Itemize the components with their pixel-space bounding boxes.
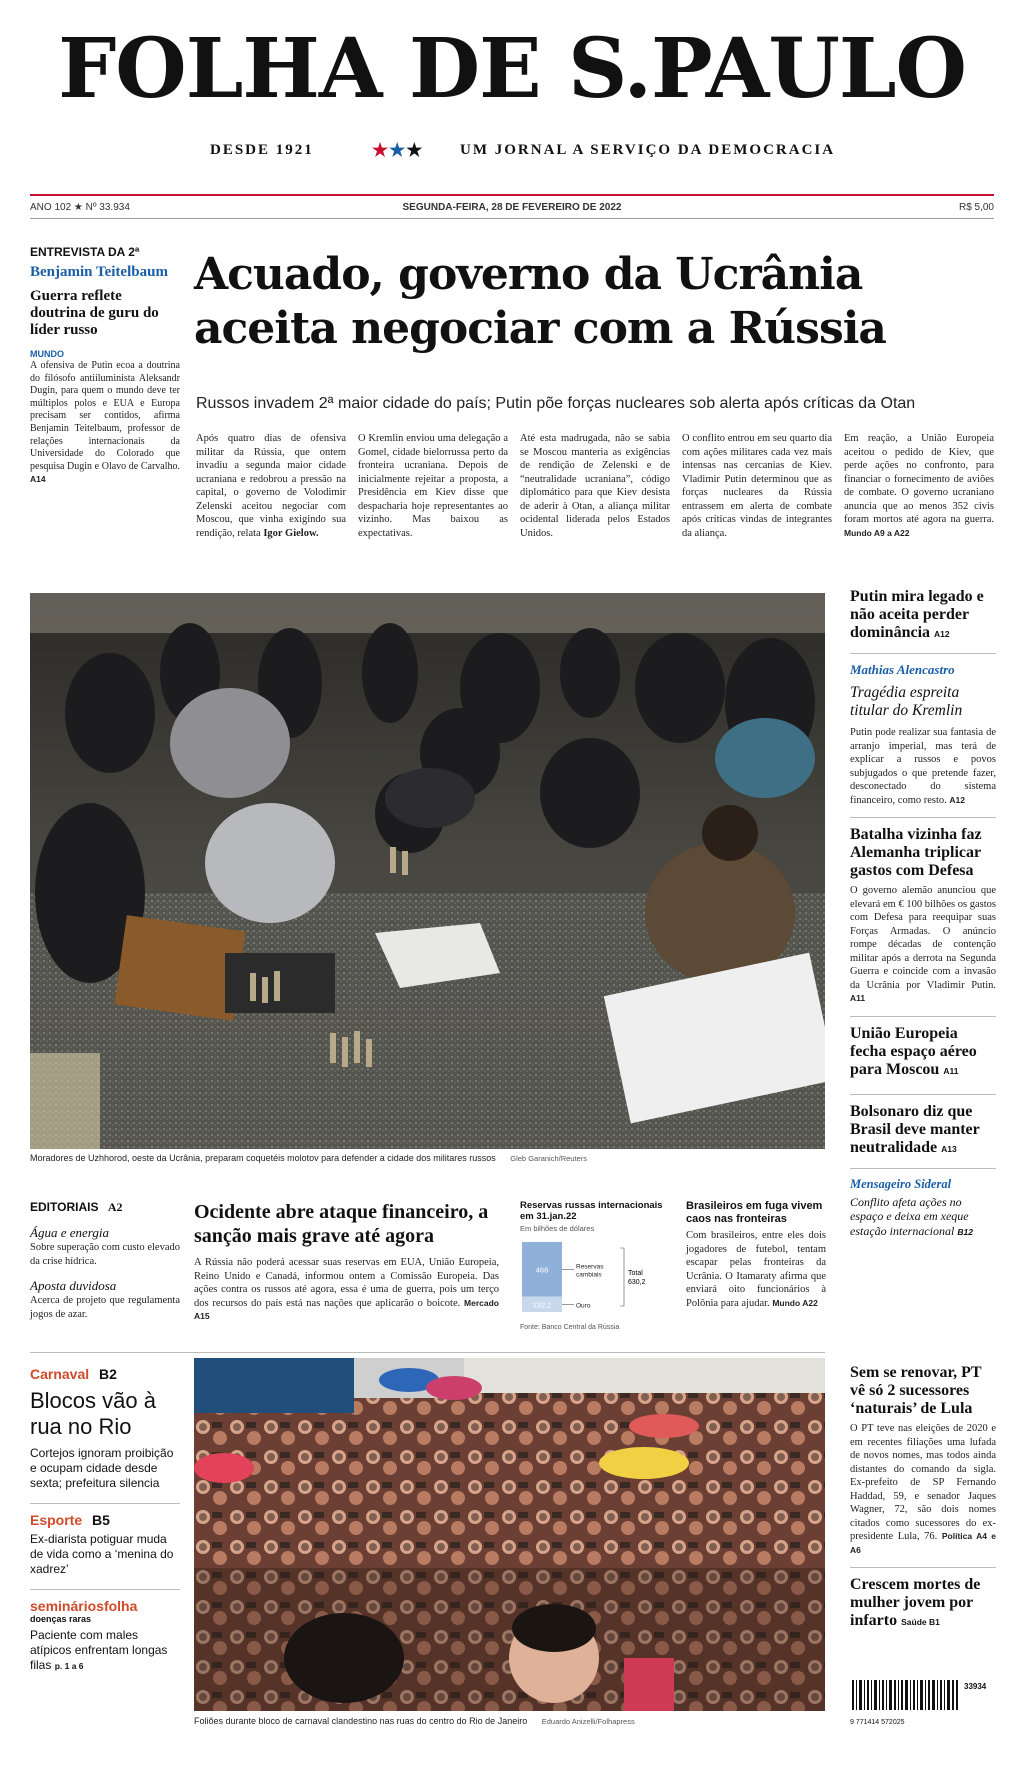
- lead-headline[interactable]: Acuado, governo da Ucrânia aceita negociar com a Rússia: [194, 249, 886, 354]
- divider: [850, 1016, 996, 1017]
- column-title[interactable]: Tragédia espreita titular do Kremlin: [850, 684, 963, 719]
- chart-subtitle: Em bilhões de dólares: [520, 1224, 595, 1233]
- infarto-headline[interactable]: Crescem mortes de mulher jovem por infarto Saúde B1: [850, 1576, 981, 1629]
- editorial-2-title[interactable]: Aposta duvidosa: [30, 1278, 117, 1293]
- right-column: [850, 588, 996, 1239]
- germany-body: O governo alemão anunciou que elevará em € 100 bilhões os gastos com Defesa para reequipar suas Forças Armadas. O anúncio rompe décadas de contenção militar após a derrota na Segunda Guerra e coincide com a invasão da Ucrânia por Vladimir Putin. A11: [850, 885, 996, 1003]
- interview-box: [30, 245, 180, 487]
- column-body: Putin pode realizar sua fantasia de arranjo imperial, mas terá de explicar a russos e povos subjugados o que pretende fazer, desconectado do sistema financeiro, como resto. A12: [850, 727, 996, 806]
- photo1-credit: Gleb Garanich/Reuters: [510, 1154, 587, 1163]
- editorials: [30, 1200, 180, 1321]
- divider: [30, 1503, 180, 1504]
- masthead-tagline: [30, 140, 994, 162]
- section-divider: [30, 1352, 825, 1353]
- since-label: DESDE 1921: [210, 142, 314, 158]
- masthead-title: FOLHA DE S.PAULO: [58, 21, 966, 117]
- pt-headline[interactable]: Sem se renovar, PT vê só 2 sucessores ‘naturais’ de Lula: [850, 1364, 982, 1417]
- lead-col-3: Até esta madrugada, não se sabia se Moscou manteria as exigências de rendição de Zelenski e de “neutralidade ucraniana”, código diplomático para que Kiev desista de aderir à Otan, a aliança militar ocidental liderada pelos Estados Unidos.: [520, 433, 670, 539]
- left-bottom: [30, 1366, 180, 1674]
- editorial-1-body: Sobre superação com custo elevado da crise hídrica.: [30, 1242, 180, 1267]
- eu-airspace-headline[interactable]: União Europeia fecha espaço aéreo para Moscou A11: [850, 1024, 977, 1078]
- lead-subhead: Russos invadem 2ª maior cidade do país; Putin põe forças nucleares sob alerta após críticas da Otan: [196, 395, 916, 412]
- divider: [30, 1589, 180, 1590]
- editorials-kicker: EDITORIAIS A2: [30, 1200, 123, 1214]
- divider: [850, 817, 996, 818]
- bar-value-label: 468: [535, 1265, 549, 1275]
- total-value: 630,2: [628, 1279, 646, 1286]
- interview-headline[interactable]: Guerra reflete doutrina de guru do líder russo: [30, 288, 159, 338]
- photo1-caption: [30, 1153, 825, 1163]
- motto: UM JORNAL A SERVIÇO DA DEMOCRACIA: [460, 142, 836, 158]
- columnist-name[interactable]: Mathias Alencastro: [850, 662, 955, 677]
- seminarios-body[interactable]: Paciente com males atípicos enfrentam longas filas p. 1 a 6: [30, 1628, 168, 1672]
- esporte-kicker: Esporte B5: [30, 1512, 110, 1528]
- divider: [850, 653, 996, 654]
- germany-headline[interactable]: Batalha vizinha faz Alemanha triplicar gastos com Defesa: [850, 826, 982, 879]
- refugees-headline[interactable]: Brasileiros em fuga vivem caos nas fronteiras: [686, 1200, 823, 1225]
- masthead-rule: [30, 194, 994, 196]
- molotov-photo-image: [30, 593, 825, 1149]
- lead-col-5: Em reação, a União Europeia aceitou o pedido de Kiev, que perde ações no confronto, para financiar o fornecimento de aviões de combate. O governo ucraniano anuncia que ao menos 352 civis foram mortos até agora na guerra. Mundo A9 a A22: [844, 433, 994, 538]
- putin-headline[interactable]: Putin mira legado e não aceita perder dominância A12: [850, 588, 984, 641]
- dateline-rule: [30, 218, 994, 219]
- photo2-caption: [194, 1716, 825, 1726]
- carnaval-kicker: Carnaval B2: [30, 1366, 117, 1382]
- interview-body: A ofensiva de Putin ecoa a doutrina do filósofo antiiluminista Aleksandr Dugin, para quem o mundo deve ter múltiplos polos e EUA e Europa precisam ser contidos, afirma Benjamin Teitelbaum, professor de relações internacionais da Universidade do Colorado que pesquisa Dugin e Olavo de Carvalho. A14: [30, 360, 180, 485]
- esporte-body[interactable]: Ex-diarista potiguar muda de vida como a ‘menina do xadrez’: [30, 1532, 174, 1576]
- category-label: cambiais: [576, 1271, 602, 1279]
- edition-price: R$ 5,00: [958, 202, 994, 213]
- photo1-caption-text: Moradores de Uzhhorod, oeste da Ucrânia, preparam coquetéis molotov para defender a cidade dos militares russos: [30, 1153, 496, 1163]
- seminarios-sub: doenças raras: [30, 1614, 92, 1624]
- bolsonaro-headline[interactable]: Bolsonaro diz que Brasil deve manter neutralidade A13: [850, 1102, 980, 1156]
- lead-body: [196, 432, 996, 560]
- carnaval-headline[interactable]: Blocos vão à rua no Rio: [30, 1388, 156, 1439]
- interview-kicker: ENTREVISTA DA 2ª: [30, 245, 140, 259]
- photo-carnival: [194, 1358, 825, 1711]
- lead-col-1: Após quatro dias de ofensiva militar da Rússia, que ontem invadiu a segunda maior cidade ucraniana e redobrou a pressão na capital, o governo de Volodimir Zelenski aceitou negociar com Moscou, que vinha exigindo sua rendição, relata Igor Gielow.: [196, 433, 346, 539]
- interview-section: MUNDO: [30, 349, 64, 359]
- finance-story: [194, 1200, 499, 1324]
- lead-col-4: O conflito entrou em seu quarto dia com ações militares cada vez mais intensas nas cercanias de Kiev. Vladimir Putin determinou que as forças nucleares da Rússia entrassem em alerta de combate após críticas vindas de integrantes da aliança.: [682, 433, 832, 539]
- interview-name[interactable]: Benjamin Teitelbaum: [30, 264, 168, 280]
- refugees-story: [686, 1200, 826, 1310]
- editorial-1-title[interactable]: Água e energia: [30, 1225, 109, 1240]
- dateline: [30, 200, 994, 216]
- editorial-2-body: Acerca de projeto que regulamenta jogos de azar.: [30, 1295, 180, 1320]
- barcode-number: 9 771414 572025: [850, 1719, 905, 1726]
- barcode-issue: 33934: [964, 1682, 987, 1691]
- total-label: Total: [628, 1270, 643, 1277]
- finance-headline[interactable]: Ocidente abre ataque financeiro, a sanção mais grave até agora: [194, 1201, 489, 1247]
- bar-value-label: 132,2: [532, 1300, 552, 1310]
- total-bracket: [620, 1248, 624, 1306]
- chart-source: Fonte: Banco Central da Rússia: [520, 1324, 620, 1331]
- refugees-body: Com brasileiros, entre eles dois jogadores de futebol, tentam escapar pelas fronteiras da Ucrânia. O Itamaraty afirma que enviará oito funcionários à Polônia para ajudar. Mundo A22: [686, 1230, 826, 1309]
- lead-col-2: O Kremlin enviou uma delegação a Gomel, cidade bielorrussa perto da fronteira ucraniana. Depois de inicialmente rejeitar a proposta, a Presidência em Kiev disse que despacharia hoje representantes ao vizinho. Mas baixou as expectativas.: [358, 433, 508, 539]
- barcode-icon: [850, 1680, 960, 1714]
- edition-number: ANO 102 ★ Nº 33.934: [30, 202, 130, 213]
- chart-title: Reservas russas internacionais em 31.jan.22: [520, 1200, 663, 1222]
- reserves-chart: [520, 1200, 670, 1340]
- edition-date: SEGUNDA-FEIRA, 28 DE FEVEREIRO DE 2022: [402, 202, 622, 213]
- carnaval-body: Cortejos ignoram proibição e ocupam cidade desde sexta; prefeitura silencia: [30, 1446, 174, 1490]
- right-bottom: [850, 1364, 996, 1631]
- category-label: Ouro: [576, 1302, 591, 1310]
- photo2-caption-text: Foliões durante bloco de carnaval clandestino nas ruas do centro do Rio de Janeiro: [194, 1716, 528, 1726]
- carnival-photo-image: [194, 1358, 825, 1711]
- divider: [850, 1567, 996, 1568]
- photo2-credit: Eduardo Anizelli/Folhapress: [541, 1717, 635, 1726]
- stars-icon: ★★★: [372, 140, 424, 160]
- mensageiro-kicker[interactable]: Mensageiro Sideral: [850, 1176, 952, 1191]
- mensageiro-body: Conflito afeta ações no espaço e deixa em xeque estação internacional B12: [850, 1194, 973, 1238]
- pt-body: O PT teve nas eleições de 2020 e em recentes filiações uma lufada de novos nomes, mas todos ainda distantes do comando da sigla. Ex-prefeito de SP Fernando Haddad, 59, e senador Jaques Wagner, 72, são dois nomes citados como sucessores do ex-presidente Lula, 76. Política A4 e A6: [850, 1423, 997, 1555]
- barcode: [850, 1680, 996, 1724]
- divider: [850, 1168, 996, 1169]
- category-label: Reservas: [576, 1263, 604, 1271]
- seminarios-kicker: semináriosfolha: [30, 1598, 138, 1614]
- finance-body: A Rússia não poderá acessar suas reservas em EUA, União Europeia, Reino Unido e Canadá, informou ontem a Comissão Europeia. Das ações contra os russos até agora, essa é uma de guerra, pois um terço dos recursos do país está nas nações que aplicarão o boicote. Mercado A15: [194, 1257, 499, 1321]
- chart-plot: [520, 1238, 670, 1318]
- photo-molotov: [30, 593, 825, 1149]
- divider: [850, 1094, 996, 1095]
